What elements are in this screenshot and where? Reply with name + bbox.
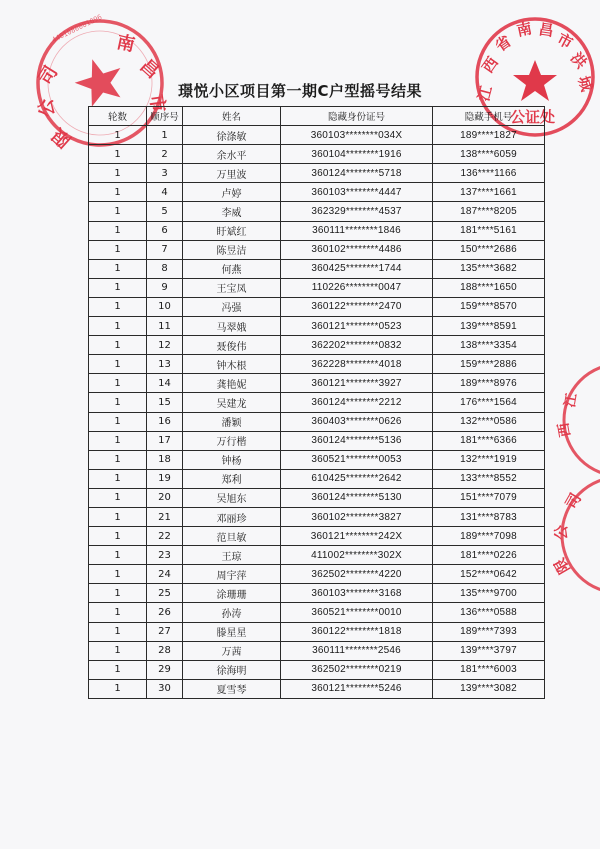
svg-text:洪: 洪 [566,49,591,73]
table-row [89,355,545,374]
round-cell: 1 [89,641,147,660]
svg-text:江: 江 [562,392,581,409]
table-row [89,393,545,412]
phone-cell: 138****6059 [433,145,545,164]
round-cell: 1 [89,355,147,374]
sequence-cell: 21 [147,507,183,526]
lottery-results-table [88,106,545,699]
svg-text:司: 司 [34,62,63,89]
table-row [89,145,545,164]
id-number-cell: 360103********3168 [281,584,433,603]
id-number-cell: 360104********1916 [281,145,433,164]
name-cell: 滕星星 [183,622,281,641]
table-row [89,584,545,603]
round-cell: 1 [89,297,147,316]
sequence-cell: 6 [147,221,183,240]
company-seal-partial-bottom [540,470,600,604]
sequence-cell: 3 [147,164,183,183]
table-row [89,412,545,431]
svg-text:市: 市 [145,92,169,114]
id-number-cell: 362228********4018 [281,355,433,374]
table-header-row [89,107,545,126]
round-cell: 1 [89,622,147,641]
round-cell: 1 [89,393,147,412]
round-cell: 1 [89,603,147,622]
svg-text:公证处: 公证处 [510,108,556,126]
table-row [89,565,545,584]
sequence-cell: 23 [147,546,183,565]
id-number-cell: 360521********0010 [281,603,433,622]
table-row [89,259,545,278]
phone-cell: 150****2686 [433,240,545,259]
name-cell: 卢婷 [183,183,281,202]
sequence-cell: 7 [147,240,183,259]
name-cell: 邓丽珍 [183,507,281,526]
id-number-cell: 110226********0047 [281,278,433,297]
phone-cell: 139****3797 [433,641,545,660]
id-number-cell: 360103********034X [281,126,433,145]
name-cell: 郑利 [183,469,281,488]
phone-cell: 181****6003 [433,660,545,679]
phone-cell: 187****8205 [433,202,545,221]
id-number-cell: 360122********1818 [281,622,433,641]
name-cell: 盱斌红 [183,221,281,240]
svg-text:江: 江 [474,83,496,104]
sequence-cell: 25 [147,584,183,603]
phone-cell: 159****2886 [433,355,545,374]
round-cell: 1 [89,412,147,431]
sequence-cell: 9 [147,278,183,297]
round-cell: 1 [89,488,147,507]
phone-cell: 189****7098 [433,527,545,546]
header-phone: 隐藏手机号 [433,107,545,126]
round-cell: 1 [89,527,147,546]
round-cell: 1 [89,317,147,336]
table-row [89,603,545,622]
sequence-cell: 4 [147,183,183,202]
svg-text:昌: 昌 [135,55,164,83]
svg-text:昌: 昌 [537,20,555,41]
table-row [89,164,545,183]
name-cell: 王琼 [183,546,281,565]
name-cell: 陈昱洁 [183,240,281,259]
round-cell: 1 [89,450,147,469]
name-cell: 徐涤敏 [183,126,281,145]
sequence-cell: 24 [147,565,183,584]
phone-cell: 131****8783 [433,507,545,526]
phone-cell: 151****7079 [433,488,545,507]
id-number-cell: 362502********4220 [281,565,433,584]
header-round: 轮数 [89,107,147,126]
sequence-cell: 16 [147,412,183,431]
svg-text:西: 西 [555,421,574,439]
sequence-cell: 2 [147,145,183,164]
phone-cell: 189****8976 [433,374,545,393]
phone-cell: 176****1564 [433,393,545,412]
name-cell: 冯强 [183,297,281,316]
sequence-cell: 13 [147,355,183,374]
table-row [89,546,545,565]
round-cell: 1 [89,336,147,355]
sequence-cell: 1 [147,126,183,145]
phone-cell: 135****3682 [433,259,545,278]
name-cell: 万行楷 [183,431,281,450]
round-cell: 1 [89,374,147,393]
id-number-cell: 411002********302X [281,546,433,565]
round-cell: 1 [89,221,147,240]
name-cell: 龚艳妮 [183,374,281,393]
round-cell: 1 [89,145,147,164]
sequence-cell: 19 [147,469,183,488]
phone-cell: 135****9700 [433,584,545,603]
table-row [89,221,545,240]
table-row [89,507,545,526]
name-cell: 吴建龙 [183,393,281,412]
round-cell: 1 [89,565,147,584]
svg-text:西: 西 [478,53,502,77]
svg-text:司: 司 [561,489,585,512]
phone-cell: 181****6366 [433,431,545,450]
name-cell: 涂珊珊 [183,584,281,603]
phone-cell: 132****0586 [433,412,545,431]
id-number-cell: 360102********3827 [281,507,433,526]
svg-text:公: 公 [35,97,59,119]
svg-text:限: 限 [550,554,574,577]
table-row [89,679,545,698]
phone-cell: 181****5161 [433,221,545,240]
svg-text:南: 南 [515,19,534,40]
phone-cell: 159****8570 [433,297,545,316]
id-number-cell: 362329********4537 [281,202,433,221]
id-number-cell: 360121********3927 [281,374,433,393]
id-number-cell: 360111********1846 [281,221,433,240]
id-number-cell: 360122********2470 [281,297,433,316]
phone-cell: 188****1650 [433,278,545,297]
phone-cell: 139****8591 [433,317,545,336]
table-row [89,183,545,202]
name-cell: 万茜 [183,641,281,660]
phone-cell: 189****7393 [433,622,545,641]
id-number-cell: 360124********2212 [281,393,433,412]
table-row [89,527,545,546]
header-name: 姓名 [183,107,281,126]
sequence-cell: 14 [147,374,183,393]
round-cell: 1 [89,202,147,221]
document-title: 璟悦小区项目第一期C户型摇号结果 [177,82,422,100]
id-number-cell: 360403********0626 [281,412,433,431]
sequence-cell: 8 [147,259,183,278]
table-row [89,641,545,660]
id-number-cell: 360111********2546 [281,641,433,660]
table-row [89,660,545,679]
round-cell: 1 [89,546,147,565]
table-row [89,278,545,297]
svg-text:省: 省 [491,31,515,56]
svg-text:公: 公 [552,524,570,540]
table-row [89,622,545,641]
table-row [89,450,545,469]
svg-text:南: 南 [114,31,137,57]
name-cell: 孙涛 [183,603,281,622]
round-cell: 1 [89,469,147,488]
name-cell: 夏雪琴 [183,679,281,698]
name-cell: 余水平 [183,145,281,164]
name-cell: 钟杨 [183,450,281,469]
phone-cell: 181****0226 [433,546,545,565]
phone-cell: 136****1166 [433,164,545,183]
svg-text:4401080001096: 4401080001096 [50,13,104,45]
name-cell: 潘颖 [183,412,281,431]
id-number-cell: 360121********242X [281,527,433,546]
phone-cell: 132****1919 [433,450,545,469]
sequence-cell: 12 [147,336,183,355]
phone-cell: 138****3354 [433,336,545,355]
name-cell: 万里波 [183,164,281,183]
phone-cell: 137****1661 [433,183,545,202]
round-cell: 1 [89,507,147,526]
id-number-cell: 360124********5136 [281,431,433,450]
sequence-cell: 26 [147,603,183,622]
id-number-cell: 360103********4447 [281,183,433,202]
round-cell: 1 [89,240,147,259]
table-row [89,488,545,507]
sequence-cell: 28 [147,641,183,660]
phone-cell: 152****0642 [433,565,545,584]
id-number-cell: 610425********2642 [281,469,433,488]
table-row [89,297,545,316]
id-number-cell: 360124********5718 [281,164,433,183]
round-cell: 1 [89,259,147,278]
phone-cell: 136****0588 [433,603,545,622]
sequence-cell: 10 [147,297,183,316]
svg-text:限: 限 [47,123,76,152]
name-cell: 周宇萍 [183,565,281,584]
svg-text:市: 市 [554,29,576,53]
sequence-cell: 5 [147,202,183,221]
sequence-cell: 17 [147,431,183,450]
name-cell: 徐海明 [183,660,281,679]
sequence-cell: 27 [147,622,183,641]
name-cell: 吴旭东 [183,488,281,507]
round-cell: 1 [89,164,147,183]
name-cell: 范旦敏 [183,527,281,546]
id-number-cell: 360121********5246 [281,679,433,698]
table-row [89,317,545,336]
id-number-cell: 362202********0832 [281,336,433,355]
id-number-cell: 360102********4486 [281,240,433,259]
notary-seal-partial-top [555,360,600,484]
round-cell: 1 [89,126,147,145]
sequence-cell: 20 [147,488,183,507]
sequence-cell: 22 [147,527,183,546]
name-cell: 马翠娥 [183,317,281,336]
id-number-cell: 360425********1744 [281,259,433,278]
phone-cell: 139****3082 [433,679,545,698]
sequence-cell: 18 [147,450,183,469]
table-row [89,469,545,488]
round-cell: 1 [89,584,147,603]
name-cell: 钟木根 [183,355,281,374]
id-number-cell: 360521********0053 [281,450,433,469]
id-number-cell: 360121********0523 [281,317,433,336]
id-number-cell: 360124********5130 [281,488,433,507]
table-row [89,202,545,221]
sequence-cell: 30 [147,679,183,698]
round-cell: 1 [89,278,147,297]
phone-cell: 133****8552 [433,469,545,488]
id-number-cell: 362502********0219 [281,660,433,679]
round-cell: 1 [89,679,147,698]
phone-cell: 189****1827 [433,126,545,145]
name-cell: 王宝凤 [183,278,281,297]
round-cell: 1 [89,660,147,679]
table-row [89,126,545,145]
table-row [89,431,545,450]
svg-text:城: 城 [574,73,596,94]
sequence-cell: 11 [147,317,183,336]
name-cell: 李威 [183,202,281,221]
name-cell: 何燕 [183,259,281,278]
name-cell: 聂俊伟 [183,336,281,355]
table-row [89,374,545,393]
round-cell: 1 [89,183,147,202]
table-row [89,336,545,355]
sequence-cell: 15 [147,393,183,412]
table-row [89,240,545,259]
sequence-cell: 29 [147,660,183,679]
round-cell: 1 [89,431,147,450]
header-id-number: 隐藏身份证号 [281,107,433,126]
header-sequence: 顺序号 [147,107,183,126]
